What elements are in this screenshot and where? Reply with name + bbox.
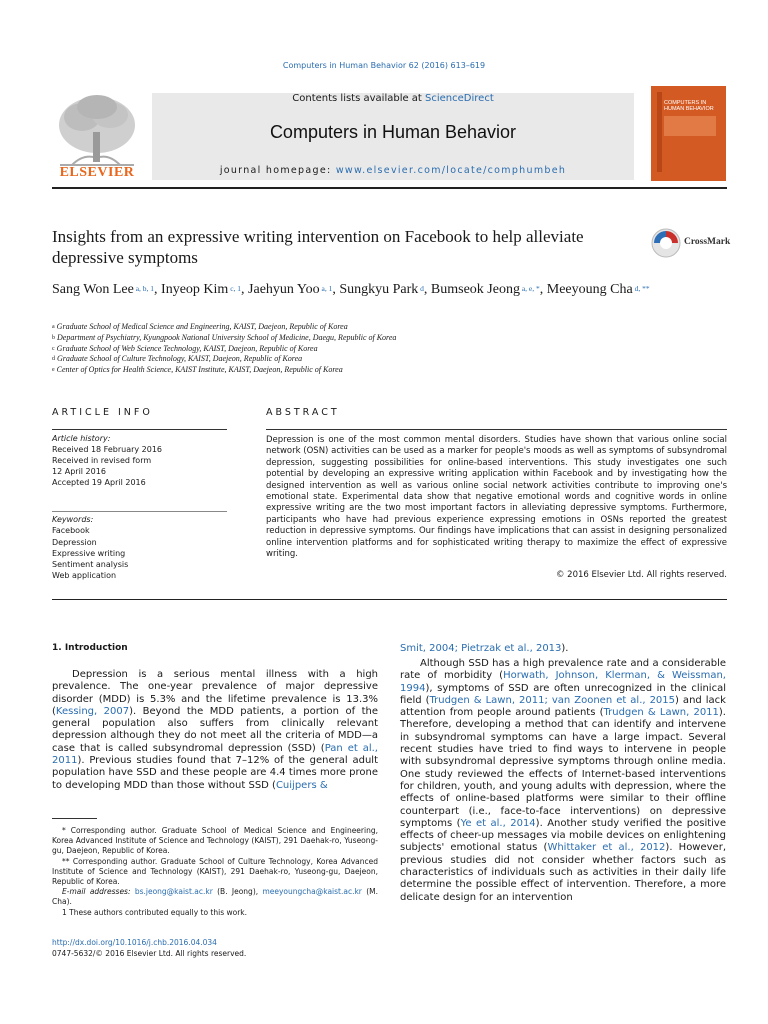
footnote-item <box>52 908 378 918</box>
citation-link[interactable]: bs.jeong@kaist.ac.kr <box>134 887 213 897</box>
article-info-heading: ARTICLE INFO <box>52 407 153 418</box>
article-history <box>52 433 242 488</box>
history-line: 12 April 2016 <box>52 467 106 476</box>
affiliation-item: $^e$ Center of Optics for Health Science, KAIST Institute, KAIST, Daejeon, Republic of Korea <box>52 365 343 375</box>
body-rule <box>52 599 727 600</box>
citation-link[interactable]: Horwath, Johnson, Klerman, & Weissman, 1994 <box>400 670 726 694</box>
elsevier-wordmark: ELSEVIER <box>59 165 135 180</box>
keywords <box>52 514 242 582</box>
abstract-heading: ABSTRACT <box>266 407 340 418</box>
journal-reference[interactable]: Computers in Human Behavior 62 (2016) 613–619 <box>282 61 486 70</box>
affiliation-mark: e <box>52 367 55 374</box>
column-2-continuation <box>400 643 726 655</box>
footnote-item <box>52 887 378 907</box>
journal-cover-thumbnail[interactable] <box>651 86 726 181</box>
body-text: ). Beyond the MDD patients, a portion of the general population also suffers from clinically relevant depression although they do not meet all the criteria of MDD—a case that is called subsyndromal depression (SSD) ( <box>52 705 378 754</box>
abstract-copyright: © 2016 Elsevier Ltd. All rights reserved. <box>555 570 727 580</box>
citation-link[interactable]: Kessing, 2007 <box>55 705 130 717</box>
body-text: ** Corresponding author. Graduate School of Culture Technology, Korea Advanced Institute of Science and Technology (KAIST), 291 Daehak-ro, Yuseong-gu, Daejeon, Republic of Korea. <box>52 856 378 887</box>
history-line: Received 18 February 2016 <box>52 445 163 454</box>
body-text: ). <box>561 643 569 654</box>
body-text: (B. Jeong), <box>212 887 263 897</box>
body-text: ). Therefore, developing a method that can identify and intervene in subsyndromal symptoms can have a large impact. Several recent studies have tried to find ways to intervene in people with subsyndromal depressive symptoms through online media. One study reviewed the effects of Internet-based interventions for children, youth, and young adults with depression, where the effects of online-based platforms were similar to their offline counterpart (i.e., face-to-face interventions) on depressive symptoms ( <box>400 707 726 829</box>
section-title-introduction: 1. Introduction <box>52 643 128 653</box>
citation-link[interactable]: Trudgen & Lawn, 2011 <box>603 707 719 719</box>
author-name[interactable]: Meeyoung Cha <box>546 282 633 297</box>
citation-link[interactable]: Ye et al., 2014 <box>460 817 536 829</box>
affiliation-item: $^b$ Department of Psychiatry, Kyungpook National University School of Medicine, Daegu, Republic of Korea <box>52 332 397 342</box>
body-text: ) and lack attention from people around patients ( <box>400 694 726 719</box>
author-name[interactable]: Inyeop Kim <box>161 282 229 297</box>
body-text: * Corresponding author. Graduate School of Medical Science and Engineering, Korea Advanced Institute of Science and Technology (KAIST), 291 Daehak-ro, Yuseong-gu, Daejeon, Republic of Korea. <box>52 826 378 856</box>
article-info-divider <box>52 511 227 512</box>
body-text: 1 These authors contributed equally to this work. <box>62 907 248 917</box>
keyword-item: Sentiment analysis <box>52 560 129 570</box>
keyword-item: Depression <box>52 537 97 547</box>
doi-link[interactable]: http://dx.doi.org/10.1016/j.chb.2016.04.034 <box>52 938 217 947</box>
citation-link[interactable]: Pan et al., 2011 <box>52 742 378 767</box>
affiliation-item: $^d$ Graduate School of Culture Technology, KAIST, Daejeon, Republic of Korea <box>52 354 303 364</box>
intro-paragraph-1 <box>52 669 378 792</box>
article-info-rule <box>52 429 227 430</box>
body-text: ), symptoms of SSD are often unrecognized in the clinical field ( <box>400 682 726 706</box>
citation-link[interactable]: Cuijpers & <box>275 779 328 791</box>
keywords-label: Keywords: <box>52 515 94 524</box>
history-line: Received in revised form <box>52 456 152 465</box>
author-list: Sang Won Lee $^{a, b, 1}$, Inyeop Kim $^{c, 1}$, Jaehyun Yoo $^{a, 1}$, Sungkyu Park $^d$, Bumseok Jeong $^{a, e, *}$, Meeyoung Cha $^{d, **}$ <box>52 282 650 297</box>
citation-link[interactable]: Smit, 2004; Pietrzak et al., 2013 <box>400 643 562 654</box>
header-rule <box>52 187 727 189</box>
citation-link[interactable]: Trudgen & Lawn, 2011; van Zoonen et al., 2015 <box>429 694 676 706</box>
cover-text-block <box>664 116 716 136</box>
author-affiliation-marks[interactable]: a, b, 1 <box>133 284 155 293</box>
author-affiliation-marks[interactable]: a, 1 <box>319 284 333 293</box>
affiliation-item: $^c$ Graduate School of Web Science Technology, KAIST, Daejeon, Republic of Korea <box>52 343 318 353</box>
keyword-item: Web application <box>52 571 117 581</box>
keyword-item: Expressive writing <box>52 548 126 558</box>
author-affiliation-marks[interactable]: c, 1 <box>228 284 242 293</box>
journal-title: Computers in Human Behavior <box>269 122 517 142</box>
footnote-item <box>52 826 378 857</box>
crossmark-badge[interactable] <box>651 228 731 258</box>
author-affiliation-marks[interactable]: d <box>418 284 424 293</box>
author-affiliation-marks[interactable]: a, e, * <box>519 284 540 293</box>
abstract-text: Depression is one of the most common mental disorders. Studies have shown that various online social network (OSN) activities can be used as a marker for people's moods as well as symptoms of subsyndromal depression, suggesting possibilities for online-based interventions. This study investigates one such potential by developing an expressive writing application within Facebook and by investigating how the designed intervention as well as various online social network activities contribute to improving one's emotional state. Experimental data show that negative emotional words and cognitive words in online expressive writing are the two most important factors in alleviating depressive symptoms. Furthermore, participants who have had previous experience expressing emotions in OSNs reported the greatest reduction in depressive symptoms. Our findings have implications that can assist in designing personalized online intervention platforms and for sophisticated writing therapy to maximize the effect of expressive writing. <box>266 435 727 560</box>
body-text: ). However, previous studies did not consider whether factors such as characteristics of individuals such as activities in their daily life determine the possible effect of intervention. Therefore, a more delicate design for an intervention <box>400 842 727 903</box>
article-title: Insights from an expressive writing intervention on Facebook to help alleviate depressive symptoms <box>52 227 584 267</box>
author-name[interactable]: Sungkyu Park <box>339 282 419 297</box>
citation-link[interactable]: Whittaker et al., 2012 <box>547 842 666 854</box>
crossmark-icon <box>651 228 681 258</box>
journal-homepage-line <box>152 165 634 176</box>
affiliation-list <box>52 322 652 376</box>
affiliation-mark: c <box>52 345 55 352</box>
keyword-item: Facebook <box>52 526 90 536</box>
issn-line: 0747-5632/© 2016 Elsevier Ltd. All rights reserved. <box>52 949 247 958</box>
cover-spine <box>657 92 662 172</box>
author-name[interactable]: Jaehyun Yoo <box>248 282 320 297</box>
history-line: Accepted 19 April 2016 <box>52 478 146 487</box>
abstract-rule <box>266 429 727 430</box>
sciencedirect-link[interactable]: ScienceDirect <box>425 93 494 104</box>
footnote-item <box>52 857 378 888</box>
crossmark-label: CrossMark <box>684 237 731 247</box>
cover-title: COMPUTERS IN HUMAN BEHAVIOR <box>664 100 714 112</box>
body-text: Although SSD has a high prevalence rate and a considerable rate of morbidity ( <box>400 658 726 682</box>
author-name[interactable]: Sang Won Lee <box>52 282 134 297</box>
citation-link[interactable]: meeyoungcha@kaist.ac.kr <box>262 887 362 897</box>
affiliation-item: $^a$ Graduate School of Medical Science and Engineering, KAIST, Daejeon, Republic of Korea <box>52 322 348 331</box>
body-text: (M. Cha). <box>52 887 378 907</box>
affiliation-mark: d <box>52 356 55 363</box>
body-text: ). Another study verified the positive effects of cheer-up messages via mobile devices on enlightening subjects' emotional status ( <box>400 817 726 854</box>
homepage-label: journal homepage: <box>219 165 336 176</box>
contents-prefix: Contents lists available at <box>292 93 426 104</box>
elsevier-logo[interactable] <box>52 87 142 182</box>
affiliation-mark: a <box>52 324 55 330</box>
body-text: Depression is a serious mental illness with a high prevalence. The one-year prevalence of major depressive disorder (MDD) is 5.3% and the lifetime prevalence is 13.3% ( <box>52 669 378 717</box>
author-affiliation-marks[interactable]: d, ** <box>632 284 650 293</box>
footnotes <box>52 826 378 918</box>
affiliation-mark: b <box>52 334 55 341</box>
author-name[interactable]: Bumseok Jeong <box>430 282 520 297</box>
footnote-rule <box>52 818 97 819</box>
intro-paragraph-2 <box>400 658 726 904</box>
body-text: E-mail addresses: <box>62 887 135 897</box>
contents-line <box>152 93 634 104</box>
body-text: ). Previous studies found that 7–12% of the general adult population have SSD and these people are 4.4 times more prone to developing MDD than those without SSD ( <box>52 755 378 791</box>
history-label: Article history: <box>52 434 111 443</box>
homepage-link[interactable]: www.elsevier.com/locate/comphumbeh <box>335 165 567 176</box>
